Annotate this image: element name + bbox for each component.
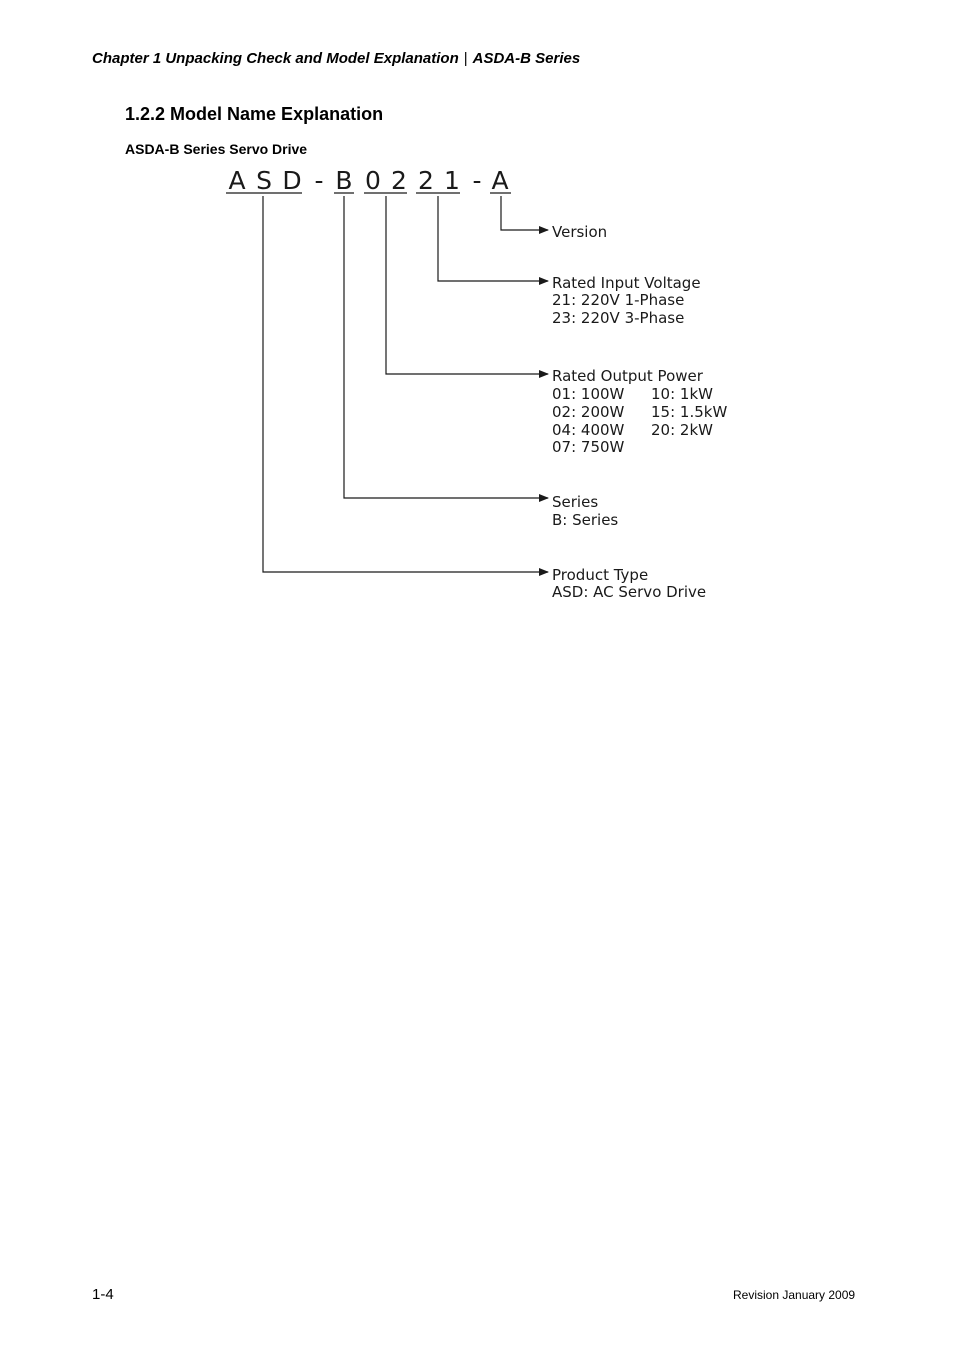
code-char-b: B bbox=[335, 166, 353, 195]
input-voltage-option: 21: 220V 1-Phase bbox=[552, 291, 685, 309]
header-separator: | bbox=[463, 50, 468, 67]
version-title: Version bbox=[552, 223, 608, 241]
code-dash-2: - bbox=[472, 166, 482, 195]
page-number: 1-4 bbox=[92, 1286, 114, 1303]
connector-series bbox=[344, 196, 548, 498]
header-series: ASDA-B Series bbox=[472, 50, 581, 67]
input-voltage-option: 23: 220V 3-Phase bbox=[552, 309, 685, 327]
code-char-d: D bbox=[282, 166, 302, 195]
code-char-a: A bbox=[228, 166, 246, 195]
model-name-diagram bbox=[0, 0, 954, 620]
connector-product-type bbox=[263, 196, 548, 572]
revision-date: Revision January 2009 bbox=[733, 1288, 856, 1302]
product-type-option: ASD: AC Servo Drive bbox=[552, 583, 707, 601]
input-voltage-title: Rated Input Voltage bbox=[552, 274, 701, 292]
connector-output-power bbox=[386, 196, 548, 374]
code-char-version: A bbox=[491, 166, 509, 195]
connector-version bbox=[501, 196, 548, 230]
section-subtitle: ASDA-B Series Servo Drive bbox=[125, 141, 308, 157]
model-code bbox=[228, 166, 508, 195]
output-power-option: 02: 200W bbox=[552, 403, 625, 421]
output-power-option: 15: 1.5kW bbox=[651, 403, 728, 421]
code-char-s: S bbox=[256, 166, 272, 195]
header-chapter: Chapter 1 Unpacking Check and Model Explanation bbox=[92, 50, 459, 67]
output-power-option: 01: 100W bbox=[552, 385, 625, 403]
code-char-1: 1 bbox=[444, 166, 460, 195]
code-char-2b: 2 bbox=[418, 166, 434, 195]
code-char-0: 0 bbox=[365, 166, 381, 195]
output-power-option: 20: 2kW bbox=[651, 421, 713, 439]
output-power-option: 10: 1kW bbox=[651, 385, 713, 403]
code-dash-1: - bbox=[314, 166, 324, 195]
output-power-option: 07: 750W bbox=[552, 438, 625, 456]
series-title: Series bbox=[552, 493, 599, 511]
connectors bbox=[263, 196, 548, 572]
output-power-option: 04: 400W bbox=[552, 421, 625, 439]
series-option: B: Series bbox=[552, 511, 619, 529]
output-power-title: Rated Output Power bbox=[552, 367, 703, 385]
section-title: 1.2.2 Model Name Explanation bbox=[125, 104, 384, 124]
product-type-title: Product Type bbox=[552, 566, 649, 584]
code-char-2a: 2 bbox=[391, 166, 407, 195]
connector-input-voltage bbox=[438, 196, 548, 281]
